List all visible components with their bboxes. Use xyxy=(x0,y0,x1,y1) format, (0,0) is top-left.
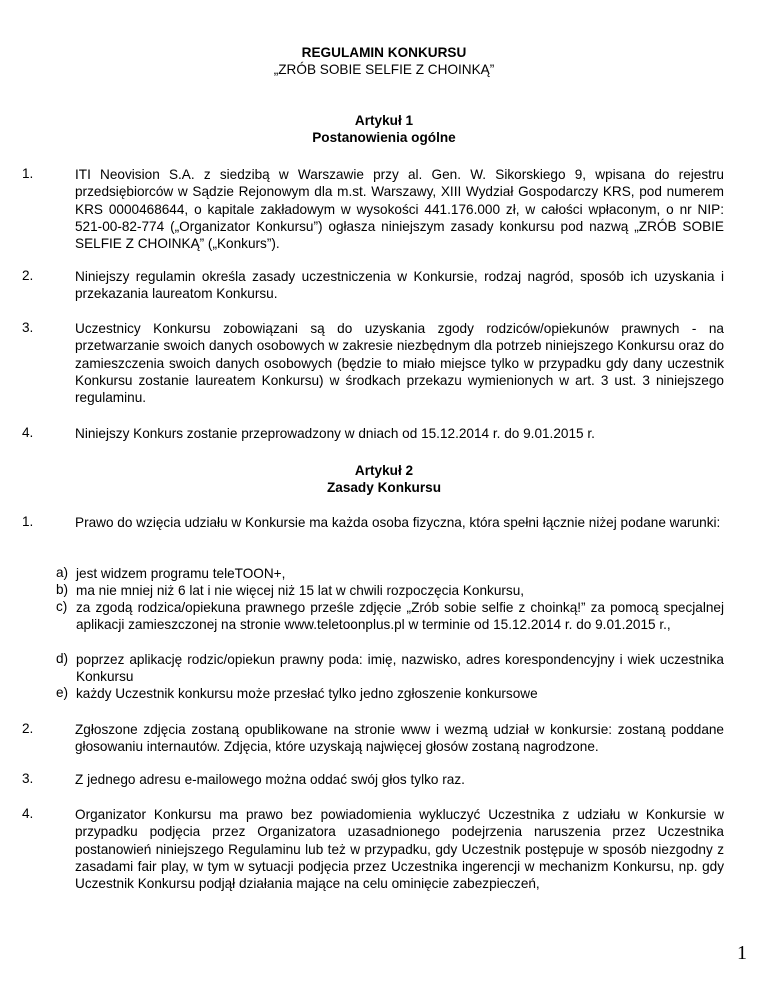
article-2-item-3 xyxy=(22,771,724,788)
subitem-text: każdy Uczestnik konkursu może przesłać tylko jedno zgłoszenie konkursowe xyxy=(76,686,538,701)
item-number: 1. xyxy=(22,514,34,529)
subitem-d xyxy=(56,651,724,686)
subitem-text: poprzez aplikację rodzic/opiekun prawny poda: imię, nazwisko, adres korespondencyjny i wiek uczestnika Konkursu xyxy=(76,652,724,685)
document-title-block xyxy=(0,44,768,78)
article-1-item-2 xyxy=(22,268,724,303)
article-1-item-4 xyxy=(22,425,724,442)
subitem-label: d) xyxy=(56,651,69,666)
item-text: Uczestnicy Konkursu zobowiązani są do uzyskania zgody rodziców/opiekunów prawnych - na przetwarzanie swoich danych osobowych w zakresie niezbędnym dla potrzeb niniejszego Konkursu oraz do zamieszczenia swoich danych osobowych (będzie to miało miejsce tylko w przypadku gdy dany uczestnik Konkursu zostanie laureatem Konkursu) w środkach przekazu wymienionych w art. 3 ust. 3 niniejszego regulaminu. xyxy=(75,321,724,406)
subitem-c xyxy=(56,599,724,634)
item-text: Zgłoszone zdjęcia zostaną opublikowane na stronie www i wezmą udział w konkursie: zostaną poddane głosowaniu internautów. Zdjęcia, które uzyskają najwięcej głosów zostaną nagrodzone. xyxy=(75,722,724,755)
article-1-header xyxy=(0,112,768,146)
subitem-text: jest widzem programu teleTOON+, xyxy=(76,566,286,581)
item-text: Prawo do wzięcia udziału w Konkursie ma każda osoba fizyczna, która spełni łącznie niżej podane warunki: xyxy=(75,515,721,530)
item-text: Niniejszy regulamin określa zasady uczestniczenia w Konkursie, rodzaj nagród, sposób ich uzyskania i przekazania laureatom Konkursu. xyxy=(75,269,724,302)
subitem-label: b) xyxy=(56,582,69,597)
subitem-text: za zgodą rodzica/opiekuna prawnego prześle zdjęcie „Zrób sobie selfie z choinką!” za pomocą specjalnej aplikacji zamieszczonej na stronie www.teletoonplus.pl w terminie od 15.12.2014 r. do 9.01.2015 r., xyxy=(76,600,724,633)
item-number: 3. xyxy=(22,320,34,335)
item-number: 4. xyxy=(22,806,34,821)
item-number: 2. xyxy=(22,721,34,736)
item-text: Z jednego adresu e-mailowego można oddać swój głos tylko raz. xyxy=(75,772,465,787)
article-1-heading: Artykuł 1 xyxy=(354,113,414,128)
item-number: 1. xyxy=(22,166,34,181)
article-1-item-1 xyxy=(22,166,724,252)
subitem-e xyxy=(56,685,724,702)
item-text: ITI Neovision S.A. z siedzibą w Warszawie przy al. Gen. W. Sikorskiego 9, wpisana do rejestru przedsiębiorców w Sądzie Rejonowym dla m.st. Warszawy, XIII Wydział Gospodarczy KRS, pod numerem KRS 0000468644, o kapitale zakładowym w wysokości 441.176.000 zł, w całości wpłaconym, o nr NIP: 521-00-82-774 („Organizator Konkursu”) ogłasza niniejszym zasady konkursu pod nazwą „ZRÓB SOBIE SELFIE Z CHOINKĄ” („Konkurs”). xyxy=(75,167,724,252)
article-2-item-4 xyxy=(22,806,724,892)
page-number: 1 xyxy=(737,942,747,964)
article-2-heading: Artykuł 2 xyxy=(354,463,414,478)
subitem-label: c) xyxy=(56,599,68,614)
article-1-item-3 xyxy=(22,320,724,406)
article-2-header xyxy=(0,462,768,496)
item-text: Niniejszy Konkurs zostanie przeprowadzony w dniach od 15.12.2014 r. do 9.01.2015 r. xyxy=(75,426,595,441)
item-number: 4. xyxy=(22,425,34,440)
article-1-name: Postanowienia ogólne xyxy=(312,130,456,145)
item-number: 2. xyxy=(22,268,34,283)
document-subtitle: „ZRÓB SOBIE SELFIE Z CHOINKĄ” xyxy=(273,62,495,77)
article-2-item-1 xyxy=(22,514,724,531)
subitem-b xyxy=(56,582,724,599)
subitem-label: a) xyxy=(56,565,69,580)
document-title: REGULAMIN KONKURSU xyxy=(301,45,467,60)
item-text: Organizator Konkursu ma prawo bez powiadomienia wykluczyć Uczestnika z udziału w Konkursie w przypadku podjęcia przez Organizatora uzasadnionego podejrzenia naruszenia przez Uczestnika postanowień niniejszego Regulaminu lub też w przypadku, gdy Uczestnik postępuje w sposób niezgodny z zasadami fair play, w tym w sytuacji podjęcia przez Uczestnika ingerencji w mechanizm Konkursu, np. gdy Uczestnik Konkursu podjął działania mające na celu ominięcie zabezpieczeń, xyxy=(75,807,724,892)
item-number: 3. xyxy=(22,771,34,786)
article-2-item-2 xyxy=(22,721,724,756)
subitem-label: e) xyxy=(56,685,69,700)
subitem-a xyxy=(56,565,724,582)
article-2-name: Zasady Konkursu xyxy=(326,480,442,495)
subitem-text: ma nie mniej niż 6 lat i nie więcej niż 15 lat w chwili rozpoczęcia Konkursu, xyxy=(76,583,525,598)
